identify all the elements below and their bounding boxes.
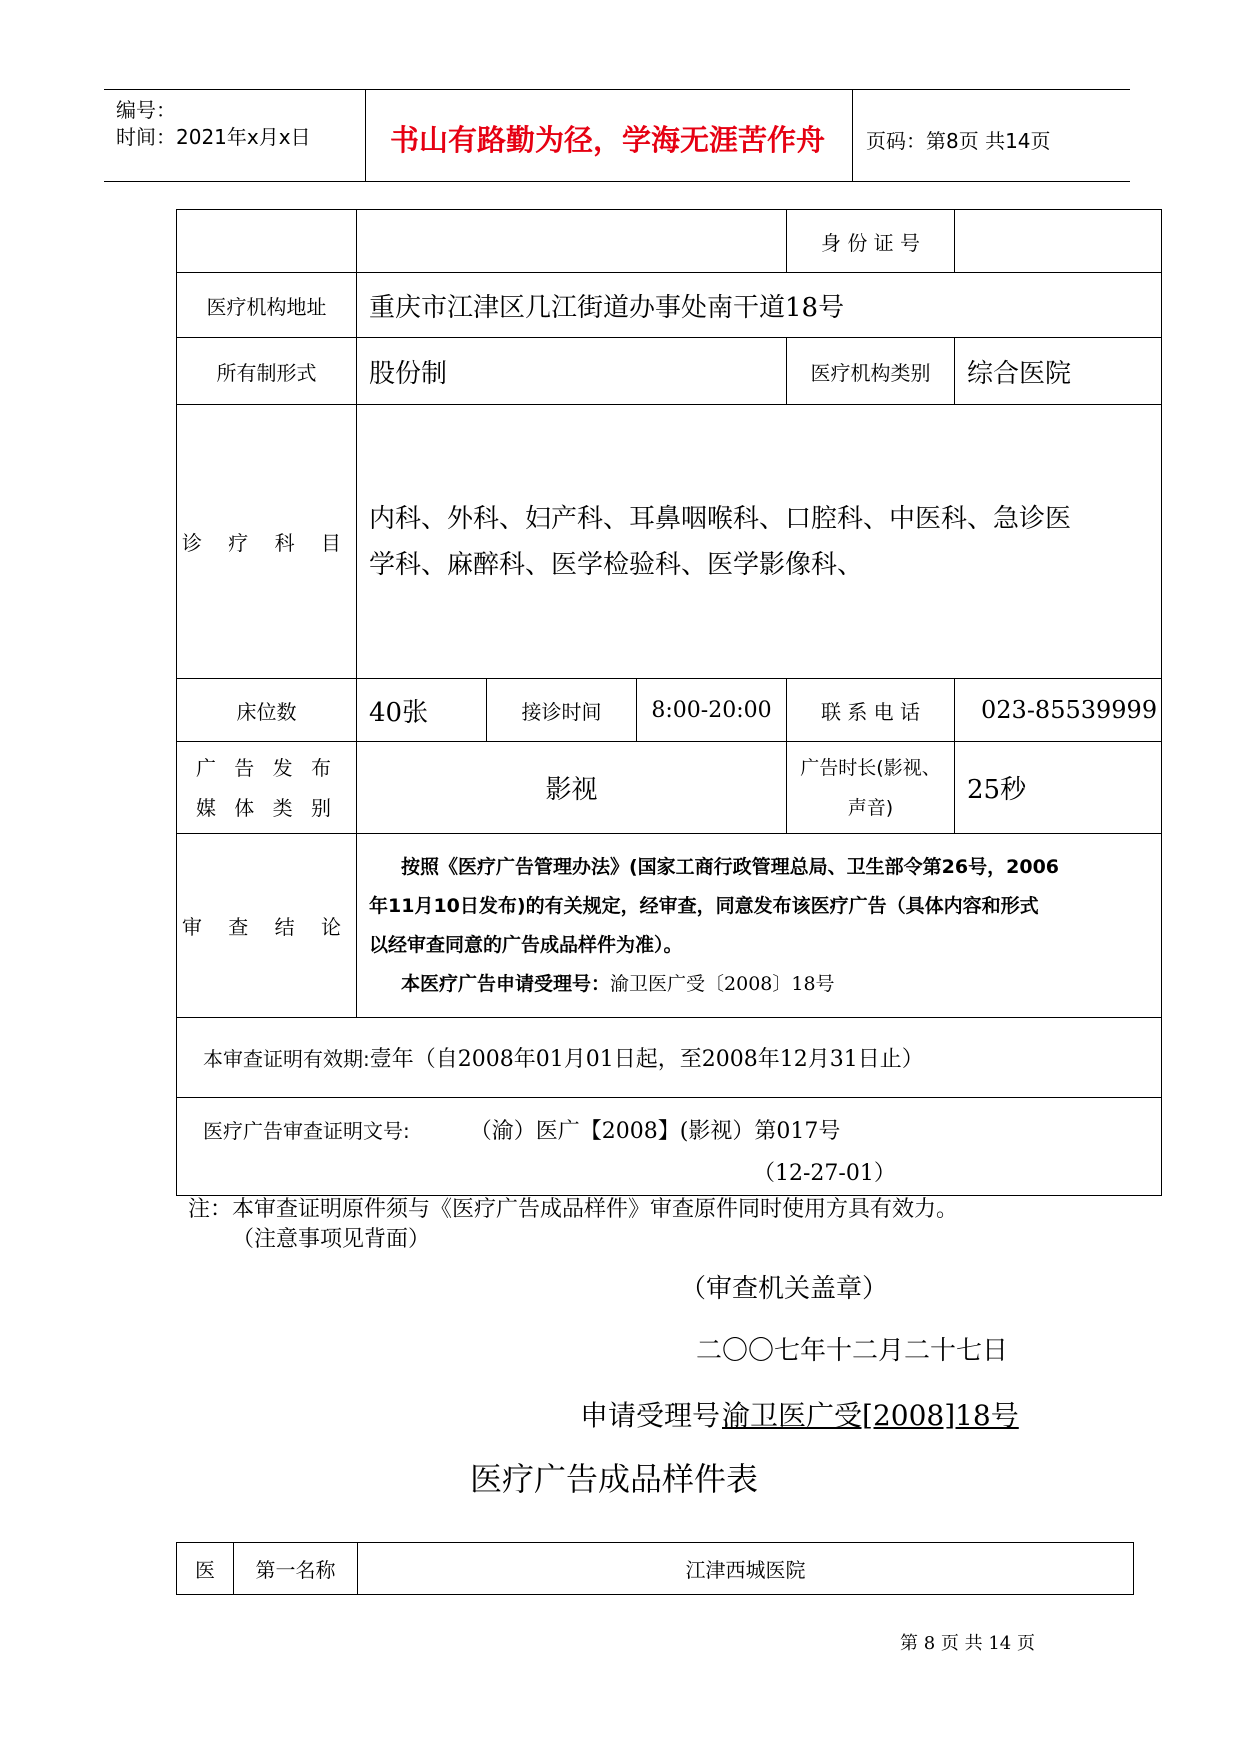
media-label-line-2: 媒 体 类 别 (195, 795, 338, 820)
blank-name-cell (357, 210, 787, 273)
cert-number-label: 医疗广告审查证明文号: (203, 1119, 410, 1143)
ownership-value: 股份制 (357, 338, 787, 405)
conclusion-line-1: 按照《医疗广告管理办法》(国家工商行政管理总局、卫生部令第26号，2006 (401, 855, 1060, 878)
cert-number-row (177, 1098, 1162, 1196)
hours-value: 8:00-20:00 (637, 679, 787, 742)
duration-value: 25秒 (955, 742, 1162, 834)
address-label: 医疗机构地址 (177, 273, 357, 338)
ownership-label: 所有制形式 (177, 338, 357, 405)
page-code: 页码：第8页 共14页 (866, 129, 1051, 153)
sample-col-2: 第一名称 (234, 1543, 358, 1595)
validity-value: 壹年（自2008年01月01日起，至2008年12月31日止） (369, 1047, 924, 1072)
header-divider-right (852, 89, 853, 181)
media-label-line-1: 广 告 发 布 (195, 755, 338, 780)
beds-label: 床位数 (177, 679, 357, 742)
header-bottom-rule (104, 181, 1130, 182)
phone-label: 联 系 电 话 (787, 679, 955, 742)
header-top-rule (104, 89, 1130, 90)
media-value: 影视 (357, 742, 787, 834)
acceptance-number-line (580, 1394, 1029, 1434)
note-secondary: （注意事项见背面） (232, 1227, 431, 1252)
conclusion-line-3: 以经审查同意的广告成品样件为准）。 (369, 933, 683, 956)
time-label: 时间：2021年x月x日 (116, 125, 311, 149)
id-number-value (955, 210, 1162, 273)
acceptance-value: 渝卫医广受〔2008〕18号 (610, 972, 835, 995)
duration-label-line-2: 声音) (847, 796, 894, 819)
issue-date: 二〇〇七年十二月二十七日 (696, 1336, 1009, 1366)
validity-label: 本审查证明有效期: (203, 1047, 370, 1071)
seal-label: （审查机关盖章） (680, 1274, 889, 1304)
media-label (177, 742, 357, 834)
ad-sample-table (176, 1542, 1134, 1595)
review-certificate-table (176, 209, 1162, 1196)
phone-value: 023-85539999 (955, 679, 1162, 742)
category-label: 医疗机构类别 (787, 338, 955, 405)
conclusion-label: 审 查 结 论 (177, 834, 357, 1018)
footer-page-number: 第 8 页 共 14 页 (900, 1633, 1035, 1654)
category-value: 综合医院 (955, 338, 1162, 405)
duration-label-line-1: 广告时长(影视、 (800, 756, 941, 779)
departments-label: 诊 疗 科 目 (177, 405, 357, 679)
address-value: 重庆市江津区几江街道办事处南干道18号 (357, 273, 1162, 338)
note-primary: 注：本审查证明原件须与《医疗广告成品样件》审查原件同时使用方具有效力。 (188, 1197, 959, 1222)
sample-table-title: 医疗广告成品样件表 (470, 1460, 759, 1498)
header-divider-left (365, 89, 366, 181)
sample-col-3: 江津西城医院 (358, 1543, 1134, 1595)
departments-value (357, 405, 1162, 679)
departments-line-1: 内科、外科、妇产科、耳鼻咽喉科、口腔科、中医科、急诊医 (369, 503, 1072, 534)
cert-number-sub: （12-27-01） (753, 1161, 896, 1186)
serial-label: 编号： (116, 98, 176, 122)
acceptance-line (369, 965, 1161, 1004)
id-number-label: 身 份 证 号 (787, 210, 955, 273)
cert-number-line (203, 1110, 1161, 1153)
sample-col-1: 医 (177, 1543, 234, 1595)
departments-line-2: 学科、麻醉科、医学检验科、医学影像科、 (369, 549, 864, 580)
blank-label-cell (177, 210, 357, 273)
duration-label (787, 742, 955, 834)
validity-row (177, 1018, 1162, 1098)
acceptance-prefix: 本医疗广告申请受理号： (401, 972, 611, 995)
acceptance-number-label: 申请受理号 (580, 1399, 721, 1432)
acceptance-number-value: 渝卫医广受[2008]18号 (722, 1399, 1019, 1432)
conclusion-line-2: 年11月10日发布)的有关规定，经审查，同意发布该医疗广告（具体内容和形式 (369, 894, 1039, 917)
hours-label: 接诊时间 (487, 679, 637, 742)
conclusion-value (357, 834, 1162, 1018)
cert-number-value: （渝）医广【2008】(影视）第017号 (469, 1119, 841, 1144)
beds-value: 40张 (357, 679, 487, 742)
header-motto: 书山有路勤为径，学海无涯苦作舟 (390, 123, 826, 157)
